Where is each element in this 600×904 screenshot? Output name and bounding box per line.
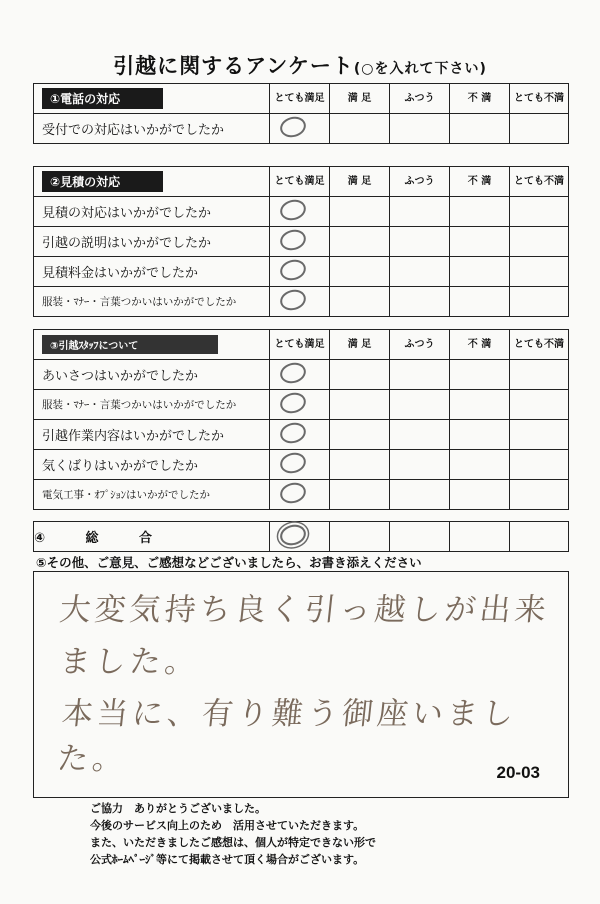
rating-cell[interactable] [390, 480, 450, 510]
rating-cell[interactable] [390, 450, 450, 480]
rating-cell[interactable] [390, 257, 450, 287]
rating-cell[interactable] [270, 257, 330, 287]
section-3-table [33, 329, 569, 510]
rating-cell[interactable] [510, 450, 569, 480]
rating-cell[interactable] [510, 360, 569, 390]
rating-cell[interactable] [510, 197, 569, 227]
handwritten-circle-mark [278, 196, 308, 222]
handwritten-circle-mark [278, 479, 308, 505]
question-text: 引越作業内容はいかがでしたか [34, 420, 270, 450]
rating-cell[interactable] [330, 480, 390, 510]
question-text: 受付での対応はいかがでしたか [34, 114, 270, 144]
rating-cell[interactable] [270, 360, 330, 390]
question-text: 気くばりはいかがでしたか [34, 450, 270, 480]
rating-cell[interactable] [510, 522, 569, 552]
question-row [34, 420, 569, 450]
question-row [34, 257, 569, 287]
rating-cell[interactable] [450, 227, 510, 257]
rating-cell[interactable] [330, 450, 390, 480]
rating-cell[interactable] [450, 480, 510, 510]
section-header [34, 167, 270, 197]
total-table [33, 521, 569, 552]
title-sub: (○を入れて下さい) [353, 61, 487, 77]
rating-cell[interactable] [270, 420, 330, 450]
rating-cell[interactable] [450, 360, 510, 390]
rating-cell[interactable] [510, 390, 569, 420]
rating-cell[interactable] [450, 450, 510, 480]
handwritten-circle-mark [278, 359, 308, 385]
rating-cell[interactable] [510, 114, 569, 144]
header-very-dissatisfied: とても不満 [510, 167, 569, 197]
comment-prompt: ⑤その他、ご意見、ご感想などございましたら、お書き添えください [36, 555, 422, 570]
handwritten-circle-mark [278, 389, 308, 415]
rating-cell[interactable] [510, 420, 569, 450]
section-header [34, 84, 270, 114]
header-dissatisfied: 不 満 [450, 330, 510, 360]
question-row [34, 480, 569, 510]
question-row [34, 390, 569, 420]
header-very-satisfied: とても満足 [270, 330, 330, 360]
handwritten-circle-mark [278, 256, 308, 282]
rating-cell[interactable] [330, 360, 390, 390]
footer-line: また、いただきましたご感想は、個人が特定できない形で [90, 836, 376, 849]
rating-cell[interactable] [390, 420, 450, 450]
question-row [34, 197, 569, 227]
rating-cell[interactable] [450, 257, 510, 287]
rating-cell[interactable] [270, 522, 330, 552]
rating-cell[interactable] [390, 287, 450, 317]
rating-cell[interactable] [330, 197, 390, 227]
section-label: ③引越ｽﾀｯﾌについて [42, 335, 218, 354]
header-dissatisfied: 不 満 [450, 167, 510, 197]
total-label: ④ 総 合 [34, 522, 270, 552]
header-very-satisfied: とても満足 [270, 167, 330, 197]
rating-cell[interactable] [330, 522, 390, 552]
rating-cell[interactable] [330, 287, 390, 317]
handwritten-circle-mark [278, 113, 308, 139]
section-label: ①電話の対応 [42, 88, 163, 109]
rating-cell[interactable] [510, 287, 569, 317]
rating-cell[interactable] [270, 287, 330, 317]
header-neutral: ふつう [390, 330, 450, 360]
header-neutral: ふつう [390, 84, 450, 114]
rating-cell[interactable] [450, 114, 510, 144]
rating-cell[interactable] [390, 197, 450, 227]
handwritten-double-circle-mark [278, 521, 308, 547]
rating-cell[interactable] [330, 114, 390, 144]
section-header [34, 330, 270, 360]
handwritten-circle-mark [278, 449, 308, 475]
rating-cell[interactable] [390, 390, 450, 420]
header-dissatisfied: 不 満 [450, 84, 510, 114]
rating-cell[interactable] [510, 257, 569, 287]
rating-cell[interactable] [270, 227, 330, 257]
header-very-dissatisfied: とても不満 [510, 84, 569, 114]
handwritten-circle-mark [278, 286, 308, 312]
section-label: ②見積の対応 [42, 171, 163, 192]
rating-cell[interactable] [450, 197, 510, 227]
question-text: 服装・ﾏﾅｰ・言葉つかいはいかがでしたか [34, 390, 270, 420]
title-main: 引越に関するアンケート [113, 54, 354, 78]
rating-cell[interactable] [390, 114, 450, 144]
rating-cell[interactable] [510, 480, 569, 510]
total-row [34, 522, 569, 552]
rating-cell[interactable] [270, 450, 330, 480]
rating-cell[interactable] [270, 197, 330, 227]
form-code: 20-03 [496, 763, 540, 782]
rating-cell[interactable] [510, 227, 569, 257]
header-satisfied: 満 足 [330, 84, 390, 114]
rating-cell[interactable] [270, 480, 330, 510]
rating-cell[interactable] [330, 420, 390, 450]
header-satisfied: 満 足 [330, 330, 390, 360]
handwritten-circle-mark [278, 419, 308, 445]
rating-cell[interactable] [270, 114, 330, 144]
question-text: 電気工事・ｵﾌﾟｼｮﾝはいかがでしたか [34, 480, 270, 510]
footer-line: 公式ﾎｰﾑﾍﾟｰｼﾞ等にて掲載させて頂く場合がございます。 [90, 853, 365, 866]
handwritten-comment-line: 本当に、有り難う御座いました。 [55, 696, 519, 777]
rating-cell[interactable] [450, 522, 510, 552]
rating-cell[interactable] [330, 257, 390, 287]
header-satisfied: 満 足 [330, 167, 390, 197]
page-title [0, 50, 600, 80]
rating-cell[interactable] [450, 420, 510, 450]
question-row [34, 227, 569, 257]
section-2-table [33, 166, 569, 317]
rating-cell[interactable] [330, 227, 390, 257]
rating-cell[interactable] [390, 227, 450, 257]
question-text: 見積料金はいかがでしたか [34, 257, 270, 287]
question-row [34, 287, 569, 317]
question-text: 見積の対応はいかがでしたか [34, 197, 270, 227]
header-very-dissatisfied: とても不満 [510, 330, 569, 360]
rating-cell[interactable] [390, 522, 450, 552]
rating-cell[interactable] [270, 390, 330, 420]
handwritten-circle-mark [278, 226, 308, 252]
rating-cell[interactable] [450, 287, 510, 317]
rating-cell[interactable] [330, 390, 390, 420]
header-very-satisfied: とても満足 [270, 84, 330, 114]
handwritten-comment-line: ました。 [57, 644, 202, 680]
question-row [34, 360, 569, 390]
handwritten-comment-line: 大変気持ち良く引っ越しが出来 [57, 592, 552, 628]
footer-line: 今後のサービス向上のため 活用させていただきます。 [90, 819, 365, 832]
header-neutral: ふつう [390, 167, 450, 197]
question-text: 服装・ﾏﾅｰ・言葉つかいはいかがでしたか [34, 287, 270, 317]
question-row [34, 114, 569, 144]
question-row [34, 450, 569, 480]
question-text: 引越の説明はいかがでしたか [34, 227, 270, 257]
rating-cell[interactable] [450, 390, 510, 420]
footer-thanks: ご協力 ありがとうございました。 [90, 802, 266, 815]
section-1-table [33, 83, 569, 144]
rating-cell[interactable] [390, 360, 450, 390]
comment-box[interactable] [33, 571, 569, 798]
question-text: あいさつはいかがでしたか [34, 360, 270, 390]
